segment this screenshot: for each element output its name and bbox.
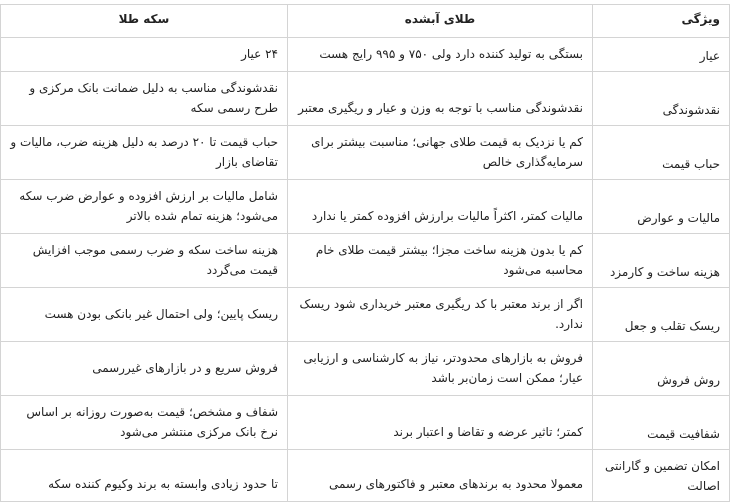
row-abshode-value: نقدشوندگی مناسب با توجه به وزن و عیار و ریگیری معتبر xyxy=(288,72,593,126)
row-coin-value: نقدشوندگی مناسب به دلیل ضمانت بانک مرکزی و طرح رسمی سکه xyxy=(1,72,288,126)
gold-comparison-table xyxy=(0,4,730,502)
row-feature: هزینه ساخت و کارمزد xyxy=(593,234,730,288)
header-feature: ویژگی xyxy=(593,5,730,38)
row-abshode-value: کم یا بدون هزینه ساخت مجزا؛ بیشتر قیمت طلای خام محاسبه می‌شود xyxy=(288,234,593,288)
row-coin-value: ریسک پایین؛ ولی احتمال غیر بانکی بودن هست xyxy=(1,288,288,342)
table-row xyxy=(1,396,730,450)
table-row xyxy=(1,126,730,180)
row-feature: ریسک تقلب و جعل xyxy=(593,288,730,342)
row-coin-value: شامل مالیات بر ارزش افزوده و عوارض ضرب سکه می‌شود؛ هزینه تمام شده بالاتر xyxy=(1,180,288,234)
table-row xyxy=(1,38,730,72)
table-row xyxy=(1,288,730,342)
row-feature: امکان تضمین و گارانتی اصالت xyxy=(593,450,730,502)
table-row xyxy=(1,180,730,234)
row-coin-value: هزینه ساخت سکه و ضرب رسمی موجب افزایش قیمت می‌گردد xyxy=(1,234,288,288)
row-coin-value: حباب قیمت تا ۲۰ درصد به دلیل هزینه ضرب، مالیات و تقاضای بازار xyxy=(1,126,288,180)
row-feature: نقدشوندگی xyxy=(593,72,730,126)
row-abshode-value: معمولا محدود به برندهای معتبر و فاکتورهای رسمی xyxy=(288,450,593,502)
row-feature: مالیات و عوارض xyxy=(593,180,730,234)
row-coin-value: شفاف و مشخص؛ قیمت به‌صورت روزانه بر اساس نرخ بانک مرکزی منتشر می‌شود xyxy=(1,396,288,450)
row-feature: حباب قیمت xyxy=(593,126,730,180)
row-feature: روش فروش xyxy=(593,342,730,396)
row-abshode-value: بستگی به تولید کننده دارد ولی ۷۵۰ و ۹۹۵ رایج هست xyxy=(288,38,593,72)
row-abshode-value: کمتر؛ تاثیر عرضه و تقاضا و اعتبار برند xyxy=(288,396,593,450)
row-abshode-value: کم یا نزدیک به قیمت طلای جهانی؛ مناسبت بیشتر برای سرمایه‌گذاری خالص xyxy=(288,126,593,180)
table-row xyxy=(1,234,730,288)
row-coin-value: فروش سریع و در بازارهای غیررسمی xyxy=(1,342,288,396)
row-abshode-value: مالیات کمتر، اکثراً مالیات برارزش افزوده کمتر یا ندارد xyxy=(288,180,593,234)
row-coin-value: تا حدود زیادی وابسته به برند وکیوم کننده سکه xyxy=(1,450,288,502)
row-coin-value: ۲۴ عیار xyxy=(1,38,288,72)
header-abshode: طلای آبشده xyxy=(288,5,593,38)
table-row xyxy=(1,342,730,396)
row-abshode-value: اگر از برند معتبر با کد ریگیری معتبر خریداری شود ریسک ندارد. xyxy=(288,288,593,342)
row-feature: عیار xyxy=(593,38,730,72)
header-coin: سکه طلا xyxy=(1,5,288,38)
table-header-row xyxy=(1,5,730,38)
table-row xyxy=(1,450,730,502)
row-feature: شفافیت قیمت xyxy=(593,396,730,450)
table-row xyxy=(1,72,730,126)
row-abshode-value: فروش به بازارهای محدودتر، نیاز به کارشناسی و ارزیابی عیار؛ ممکن است زمان‌بر باشد xyxy=(288,342,593,396)
